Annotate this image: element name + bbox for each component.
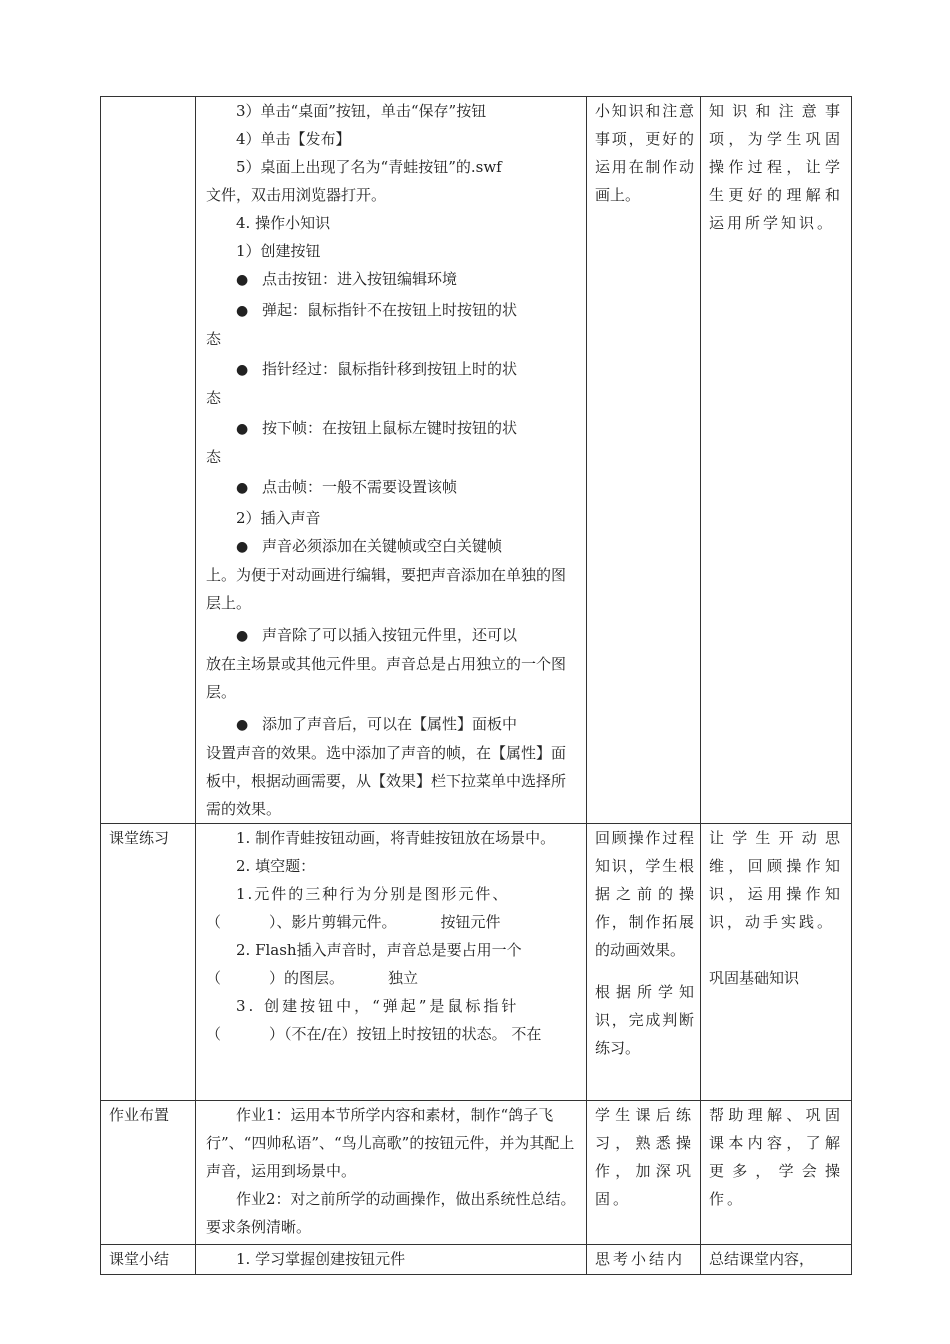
exercise-text: 1. 制作青蛙按钮动画，将青蛙按钮放在场景中。 bbox=[236, 829, 556, 847]
intent-cell bbox=[701, 1245, 852, 1275]
intent-text: 巩固基础知识 bbox=[709, 969, 800, 987]
intent-cell bbox=[701, 97, 852, 824]
activity-cell bbox=[587, 824, 701, 1101]
summary-text: 1. 学习掌握创建按钮元件 bbox=[236, 1250, 406, 1268]
activity-text: 学生课后练习，熟悉操作，加深巩固。 bbox=[595, 1106, 694, 1208]
exercise-text: （ ）、影片剪辑元件。 按钮元件 bbox=[206, 913, 501, 931]
content-cell bbox=[196, 97, 587, 824]
activity-text: 回顾操作过程知识，学生根据之前的操作，制作拓展的动画效果。 bbox=[595, 829, 694, 959]
list-item: ● 声音除了可以插入按钮元件里，还可以 bbox=[206, 621, 576, 650]
list-item: ● 添加了声音后，可以在【属性】面板中 bbox=[206, 710, 576, 739]
intent-text: 让学生开动思维，回顾操作知识，运用操作知识，动手实践。 bbox=[709, 829, 843, 931]
intent-text: 总结课堂内容， bbox=[709, 1250, 815, 1268]
step-line-cont: 文件，双击用浏览器打开。 bbox=[206, 186, 387, 204]
table-row bbox=[101, 824, 852, 1101]
activity-cell bbox=[587, 97, 701, 824]
intent-cell bbox=[701, 824, 852, 1101]
activity-cell bbox=[587, 1245, 701, 1275]
bullet-icon: ● bbox=[236, 272, 249, 288]
list-item: ● 点击按钮：进入按钮编辑环境 bbox=[206, 265, 576, 294]
step-line: 5）桌面上出现了名为“青蛙按钮”的.swf bbox=[236, 158, 502, 176]
wrap-text: 设置声音的效果。选中添加了声音的帧，在【属性】面板中，根据动画需要，从【效果】栏下拉菜单中选择所需的效果。 bbox=[206, 744, 567, 818]
exercise-text: 2. 填空题： bbox=[236, 857, 316, 875]
exercise-text: （ ）（不在/在）按钮上时按钮的状态。 不在 bbox=[206, 1025, 542, 1043]
step-line: 4）单击【发布】 bbox=[236, 130, 351, 148]
section-heading: 4. 操作小知识 bbox=[236, 214, 331, 232]
bullet-icon: ● bbox=[236, 539, 249, 555]
exercise-text: 1.元件的三种行为分别是图形元件、 bbox=[236, 885, 510, 903]
row-label: 课堂练习 bbox=[101, 824, 196, 1101]
content-cell bbox=[196, 824, 587, 1101]
exercise-text: 2. Flash插入声音时，声音总是要占用一个 bbox=[236, 941, 522, 959]
wrap-text: 上。为便于对动画进行编辑，要把声音添加在单独的图层上。 bbox=[206, 566, 567, 612]
row-label: 课堂小结 bbox=[101, 1245, 196, 1275]
activity-text: 根据所学知识，完成判断练习。 bbox=[595, 983, 694, 1057]
wrap-text: 放在主场景或其他元件里。声音总是占用独立的一个图层。 bbox=[206, 655, 567, 701]
table-row bbox=[101, 1245, 852, 1275]
list-item: ● 声音必须添加在关键帧或空白关键帧 bbox=[206, 532, 576, 561]
bullet-icon: ● bbox=[236, 717, 249, 733]
subsection-heading: 1）创建按钮 bbox=[236, 242, 321, 260]
row-label: 作业布置 bbox=[101, 1101, 196, 1245]
activity-text: 思考小结内 bbox=[595, 1250, 686, 1268]
exercise-text: 3. 创建按钮中，“弹起”是鼠标指针 bbox=[236, 997, 520, 1015]
homework-text: 作业2：对之前所学的动画操作，做出系统性总结。要求条例清晰。 bbox=[206, 1190, 576, 1236]
activity-text: 小知识和注意事项，更好的运用在制作动画上。 bbox=[595, 102, 694, 204]
list-item: ● 点击帧：一般不需要设置该帧 bbox=[206, 473, 576, 502]
subsection-heading: 2）插入声音 bbox=[236, 509, 321, 527]
wrap-text: 态 bbox=[206, 448, 222, 466]
bullet-icon: ● bbox=[236, 480, 249, 496]
list-item: ● 指针经过：鼠标指针移到按钮上时的状 bbox=[206, 355, 576, 384]
content-cell bbox=[196, 1245, 587, 1275]
exercise-text: （ ）的图层。 独立 bbox=[206, 969, 419, 987]
intent-text: 知识和注意事项，为学生巩固操作过程，让学生更好的理解和运用所学知识。 bbox=[709, 102, 843, 232]
bullet-icon: ● bbox=[236, 303, 249, 319]
bullet-icon: ● bbox=[236, 421, 249, 437]
list-item: ● 弹起：鼠标指针不在按钮上时按钮的状 bbox=[206, 296, 576, 325]
answer-text: 按钮元件 bbox=[440, 913, 501, 931]
bullet-icon: ● bbox=[236, 628, 249, 644]
answer-text: 独立 bbox=[388, 969, 419, 987]
table-row bbox=[101, 1101, 852, 1245]
list-item: ● 按下帧：在按钮上鼠标左键时按钮的状 bbox=[206, 414, 576, 443]
table-row bbox=[101, 97, 852, 824]
wrap-text: 态 bbox=[206, 389, 222, 407]
step-line: 3）单击“桌面”按钮，单击“保存”按钮 bbox=[236, 102, 487, 120]
row-label bbox=[101, 97, 196, 824]
answer-text: 不在 bbox=[511, 1025, 542, 1043]
content-cell bbox=[196, 1101, 587, 1245]
homework-text: 作业1：运用本节所学内容和素材，制作“鸽子飞行”、“四帅私语”、“鸟儿高歌”的按钮元件，并为其配上声音，运用到场景中。 bbox=[206, 1106, 575, 1180]
wrap-text: 态 bbox=[206, 330, 222, 348]
lesson-plan-table bbox=[100, 96, 852, 1275]
intent-text: 帮助理解、巩固课本内容，了解更多，学会操作。 bbox=[709, 1106, 843, 1208]
activity-cell bbox=[587, 1101, 701, 1245]
intent-cell bbox=[701, 1101, 852, 1245]
bullet-icon: ● bbox=[236, 362, 249, 378]
